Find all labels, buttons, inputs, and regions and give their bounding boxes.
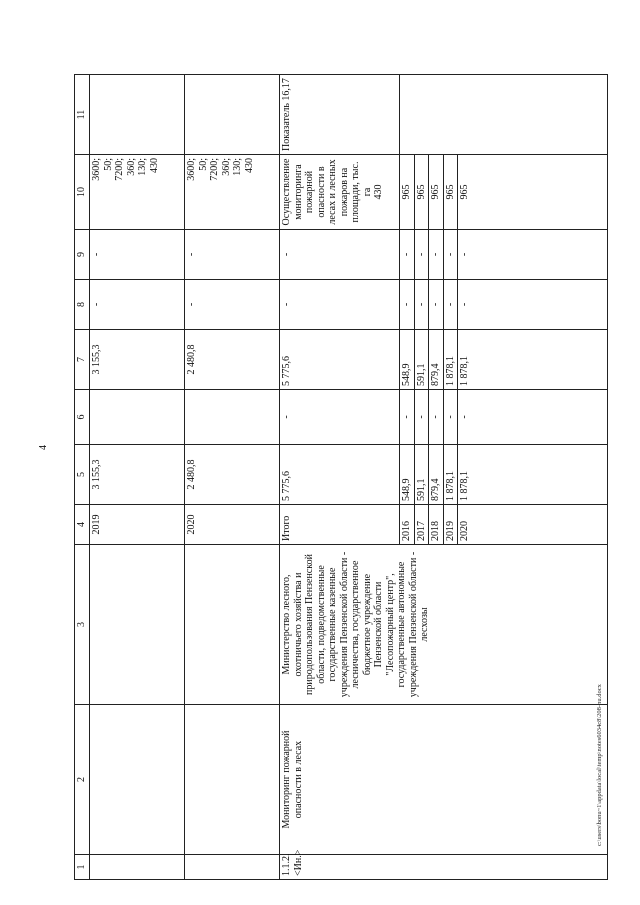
value-cell xyxy=(185,390,280,445)
value-cell: - xyxy=(414,390,429,445)
value-cell: - xyxy=(458,230,608,280)
note-cell xyxy=(185,75,280,155)
value-cell: 2 480,8 xyxy=(185,445,280,505)
value-cell: - xyxy=(443,230,458,280)
note-cell xyxy=(90,75,185,155)
value-cell: 548,9 xyxy=(400,330,415,390)
item-number-cell: 1.1.2. <Ин.> xyxy=(280,855,608,880)
note-cell xyxy=(400,75,608,155)
indicator-cell: 965 xyxy=(429,155,444,230)
value-cell: - xyxy=(458,280,608,330)
value-cell: - xyxy=(414,230,429,280)
value-cell: - xyxy=(458,390,608,445)
footer-file-path: c:\users\bonu~1\appdata\local\temp\notes6034c8\208-nu.docx xyxy=(596,684,603,846)
year-cell: 2019 xyxy=(90,505,185,545)
value-cell: - xyxy=(429,230,444,280)
value-cell: 879,4 xyxy=(429,330,444,390)
empty-cell xyxy=(185,705,280,855)
header-cell: 11 xyxy=(75,75,90,155)
value-cell: - xyxy=(400,230,415,280)
value-cell: - xyxy=(429,280,444,330)
year-cell: 2016 xyxy=(400,505,415,545)
indicator-cell: 965 xyxy=(443,155,458,230)
value-cell: 2 480,8 xyxy=(185,330,280,390)
year-cell: 2019 xyxy=(443,505,458,545)
value-cell: - xyxy=(280,230,400,280)
table-row-total xyxy=(280,75,400,880)
value-cell: - xyxy=(185,280,280,330)
year-cell: 2018 xyxy=(429,505,444,545)
header-cell: 2 xyxy=(75,705,90,855)
value-cell: - xyxy=(429,390,444,445)
value-cell: 591,1 xyxy=(414,330,429,390)
value-cell: - xyxy=(400,390,415,445)
value-cell: 548,9 xyxy=(400,445,415,505)
value-cell: - xyxy=(90,230,185,280)
value-cell: - xyxy=(443,390,458,445)
value-cell: 5 775,6 xyxy=(280,330,400,390)
value-cell: - xyxy=(400,280,415,330)
value-cell: 3 155,3 xyxy=(90,330,185,390)
value-cell: 3 155,3 xyxy=(90,445,185,505)
empty-cell xyxy=(185,545,280,705)
year-cell: 2020 xyxy=(185,505,280,545)
value-cell: - xyxy=(280,390,400,445)
empty-cell xyxy=(90,855,185,880)
header-cell: 10 xyxy=(75,155,90,230)
indicator-cell: 3600; 50; 7200; 360; 130; 430 xyxy=(90,155,185,230)
value-cell: 1 878,1 xyxy=(443,445,458,505)
activity-name-cell: Мониторинг пожарной опасности в лесах xyxy=(280,705,608,855)
indicator-cell: 965 xyxy=(414,155,429,230)
value-cell: 879,4 xyxy=(429,445,444,505)
header-cell: 4 xyxy=(75,505,90,545)
value-cell: - xyxy=(443,280,458,330)
year-cell: 2017 xyxy=(414,505,429,545)
indicator-cell: 965 xyxy=(458,155,608,230)
header-cell: 1 xyxy=(75,855,90,880)
value-cell: - xyxy=(90,280,185,330)
header-cell: 3 xyxy=(75,545,90,705)
year-cell: 2020 xyxy=(458,505,608,545)
table-row xyxy=(185,75,280,880)
value-cell: 1 878,1 xyxy=(443,330,458,390)
value-cell: - xyxy=(185,230,280,280)
indicator-cell: 3600; 50; 7200; 360; 130; 430 xyxy=(185,155,280,230)
value-cell: 591,1 xyxy=(414,445,429,505)
note-cell: Показатель 16,17 xyxy=(280,75,400,155)
header-cell: 5 xyxy=(75,445,90,505)
empty-cell xyxy=(90,705,185,855)
value-cell xyxy=(90,390,185,445)
page-number: 4 xyxy=(38,445,49,450)
program-table xyxy=(74,75,604,880)
header-cell: 9 xyxy=(75,230,90,280)
header-cell: 6 xyxy=(75,390,90,445)
header-cell: 8 xyxy=(75,280,90,330)
table-row xyxy=(90,75,185,880)
empty-cell xyxy=(90,545,185,705)
indicator-cell: Осуществление мониторинга пожарной опасности в лесах и лесных пожаров на площади, тыс. га 430 xyxy=(280,155,400,230)
indicator-cell: 965 xyxy=(400,155,415,230)
empty-cell xyxy=(185,855,280,880)
value-cell: 1 878,1 xyxy=(458,330,608,390)
value-cell: 5 775,6 xyxy=(280,445,400,505)
value-cell: - xyxy=(280,280,400,330)
value-cell: - xyxy=(414,280,429,330)
executor-cell: Министерство лесного, охотничьего хозяйства и природопользования Пензенской области, подведомственные государственные казенные учреждения Пензенской области - лесничества, государственное бюджетное учреждение Пензенской области "Лесопожарный центр", государственные автономные учреждения Пензенской области - лесхозы xyxy=(280,545,608,705)
header-row xyxy=(75,75,90,880)
value-cell: 1 878,1 xyxy=(458,445,608,505)
header-cell: 7 xyxy=(75,330,90,390)
year-cell: Итого xyxy=(280,505,400,545)
